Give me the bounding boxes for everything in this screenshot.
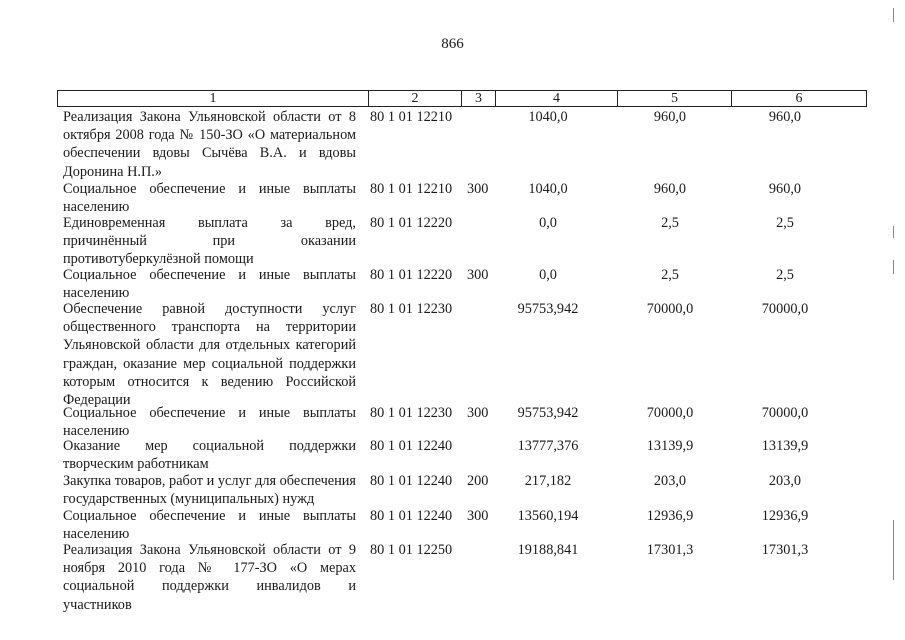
row-value-col5: 70000,0 [646,405,694,421]
row-value-col4: 13777,376 [517,438,579,454]
table-header [57,90,867,107]
row-value-col4: 1040,0 [528,181,568,197]
row-code: 80 1 01 12240 [370,473,453,489]
header-col-4: 4 [553,91,560,106]
row-value-col5: 2,5 [661,215,679,231]
row-value-col5: 17301,3 [646,542,694,558]
row-type: 200 [467,473,489,489]
row-description: Социальное обеспечение и иные выплаты населению [63,181,356,216]
row-value-col5: 203,0 [653,473,687,489]
scan-edge-mark [893,260,894,274]
row-value-col4: 95753,942 [517,405,579,421]
row-code: 80 1 01 12240 [370,438,453,454]
row-value-col4: 13560,194 [517,508,579,524]
row-value-col6: 17301,3 [761,542,809,558]
row-value-col4: 95753,942 [517,301,579,317]
page-number: 866 [441,36,464,52]
row-code: 80 1 01 12210 [370,181,453,197]
row-value-col6: 13139,9 [761,438,809,454]
row-value-col6: 70000,0 [761,301,809,317]
row-code: 80 1 01 12230 [370,405,453,421]
header-col-5: 5 [671,91,678,106]
scan-edge-mark [893,8,894,22]
row-value-col4: 1040,0 [528,109,568,125]
row-type: 300 [467,405,489,421]
row-value-col4: 217,182 [524,473,572,489]
row-value-col5: 960,0 [653,181,687,197]
row-code: 80 1 01 12240 [370,508,453,524]
row-value-col6: 2,5 [776,215,794,231]
row-value-col4: 0,0 [539,215,557,231]
row-value-col5: 960,0 [653,109,687,125]
row-value-col6: 2,5 [776,267,794,283]
row-code: 80 1 01 12220 [370,267,453,283]
row-description: Социальное обеспечение и иные выплаты населению [63,267,356,302]
row-type: 300 [467,267,489,283]
row-value-col6: 12936,9 [761,508,809,524]
row-description: Реализация Закона Ульяновской области от 8 октября 2008 года № 150-ЗО «О материальном обеспечении вдовы Сычёва В.А. и вдовы Доронина Н.П.» [63,109,356,180]
row-value-col6: 960,0 [768,181,802,197]
row-description: Закупка товаров, работ и услуг для обеспечения государственных (муниципальных) нужд [63,473,356,508]
row-value-col5: 70000,0 [646,301,694,317]
header-col-2: 2 [411,91,419,106]
row-value-col6: 203,0 [768,473,802,489]
header-col-6: 6 [795,91,803,106]
row-type: 300 [467,508,489,524]
header-col-1: 1 [209,91,217,106]
row-description: Единовременная выплата за вред, причинённый при оказании противотуберкулёзной помощи [63,215,356,268]
scan-edge-mark [893,520,894,580]
row-code: 80 1 01 12250 [370,542,453,558]
row-description: Обеспечение равной доступности услуг общественного транспорта на территории Ульяновской области для отдельных категорий граждан, оказание мер социальной поддержки которым относится к ведению Российской Федерации [63,301,356,409]
row-value-col6: 70000,0 [761,405,809,421]
row-code: 80 1 01 12220 [370,215,453,231]
row-type: 300 [467,181,489,197]
row-description: Социальное обеспечение и иные выплаты населению [63,405,356,440]
row-description: Реализация Закона Ульяновской области от 9 ноября 2010 года № 177-ЗО «О мерах социальной поддержки инвалидов и участников [63,542,356,613]
row-description: Оказание мер социальной поддержки творческим работникам [63,438,356,473]
row-value-col5: 2,5 [661,267,679,283]
scan-edge-mark [893,226,894,238]
row-value-col5: 13139,9 [646,438,694,454]
row-description: Социальное обеспечение и иные выплаты населению [63,508,356,543]
row-code: 80 1 01 12210 [370,109,453,125]
row-value-col6: 960,0 [768,109,802,125]
row-code: 80 1 01 12230 [370,301,453,317]
header-col-3: 3 [475,91,482,106]
row-value-col5: 12936,9 [646,508,694,524]
row-value-col4: 19188,841 [517,542,579,558]
row-value-col4: 0,0 [539,267,557,283]
